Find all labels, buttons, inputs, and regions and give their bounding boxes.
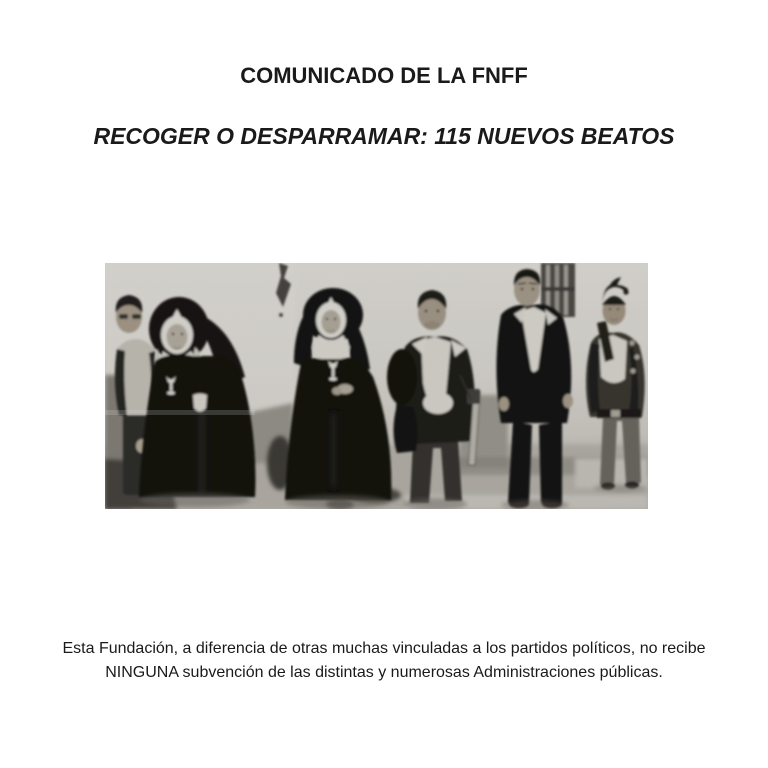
historical-photo (105, 263, 648, 509)
body-line-1: Esta Fundación, a diferencia de otras muchas vinculadas a los partidos políticos, no recibe (62, 640, 706, 657)
page-subtitle: RECOGER O DESPARRAMAR: 115 NUEVOS BEATOS (93, 123, 675, 149)
photo-grain (105, 263, 648, 509)
body-line-2: NINGUNA subvención de las distintas y numerosas Administraciones públicas. (105, 664, 663, 681)
body-paragraph (0, 637, 768, 685)
photo-illustration (105, 263, 648, 509)
page-title: COMUNICADO DE LA FNFF (240, 63, 528, 88)
